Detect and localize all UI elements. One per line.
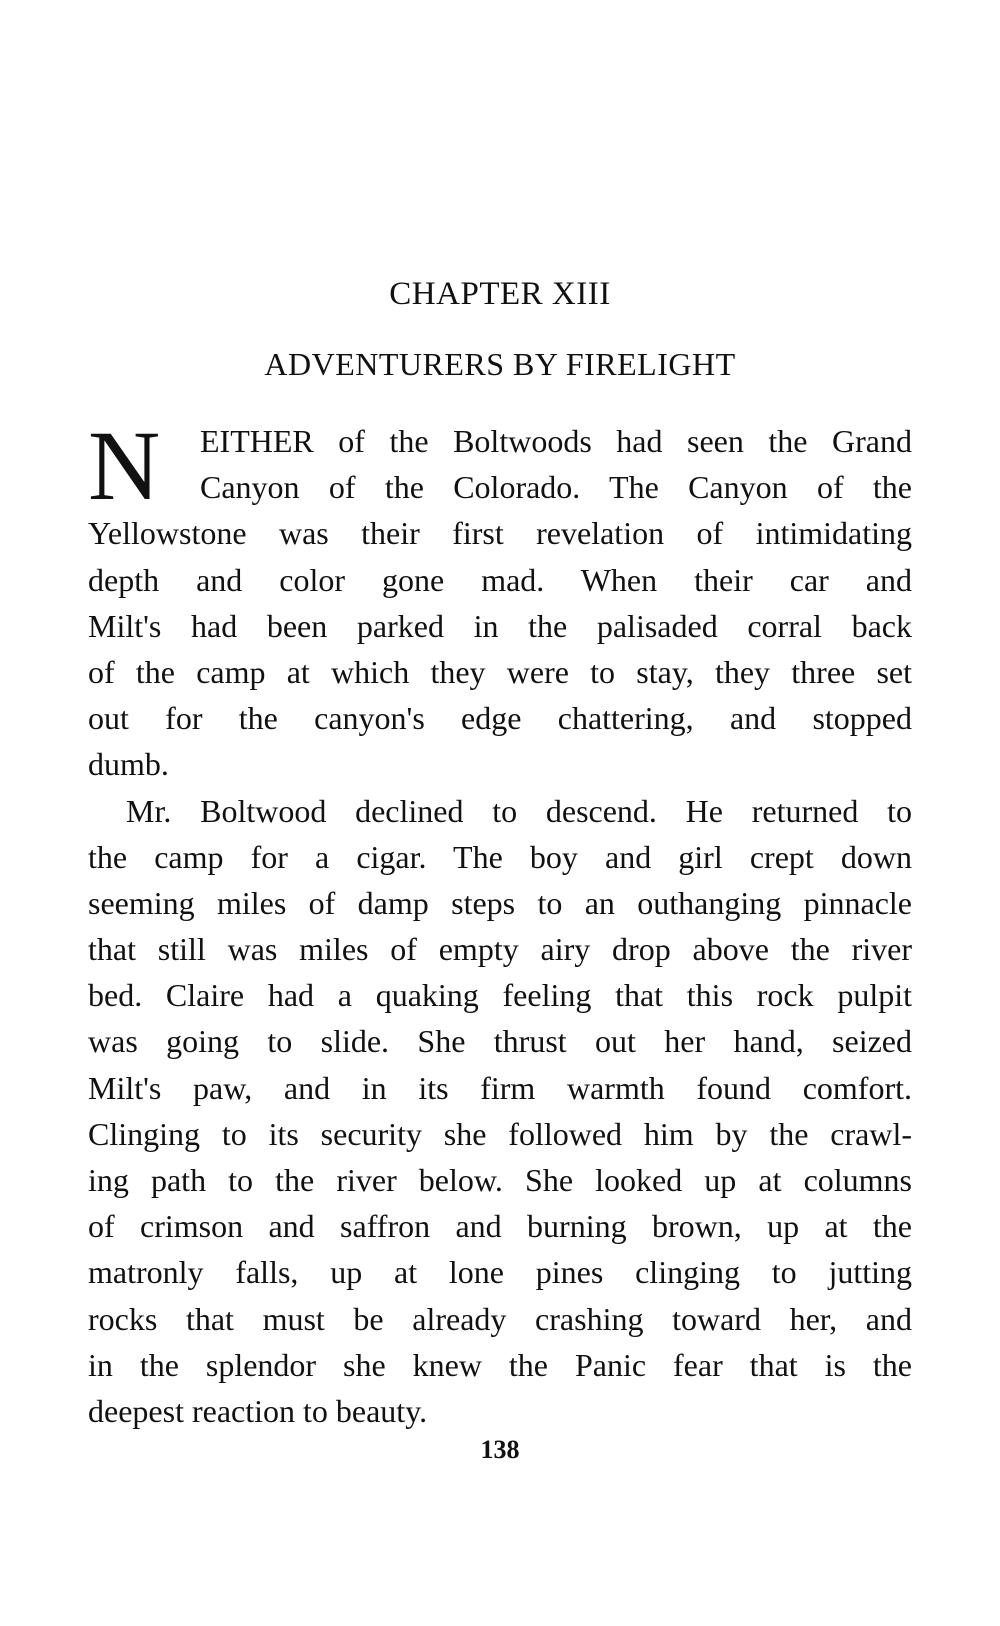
text-line: matronly falls, up at lone pines clinging to jutting (88, 1254, 912, 1291)
chapter-number: CHAPTER XIII (389, 276, 611, 312)
drop-cap: N (88, 410, 161, 521)
text-line: bed. Claire had a quaking feeling that this rock pulpit (88, 977, 912, 1014)
text-line: dumb. (88, 746, 169, 783)
text-line: in the splendor she knew the Panic fear that is the (88, 1346, 912, 1383)
body-text (88, 410, 912, 1434)
text-line: the camp for a cigar. The boy and girl crept down (88, 838, 912, 875)
text-line: ing path to the river below. She looked up at columns (88, 1162, 912, 1198)
text-line: Clinging to its security she followed him by the crawl- (88, 1115, 912, 1152)
page-number: 138 (480, 1435, 520, 1464)
text-line: Milt's paw, and in its firm warmth found comfort. (88, 1069, 912, 1106)
text-line: Mr. Boltwood declined to descend. He returned to (126, 792, 912, 829)
text-line: rocks that must be already crashing toward her, and (88, 1300, 912, 1337)
text-line: was going to slide. She thrust out her hand, seized (88, 1023, 912, 1060)
text-line: Canyon of the Colorado. The Canyon of the (200, 469, 912, 506)
text-line: of the camp at which they were to stay, they three set (88, 653, 912, 690)
text-line: of crimson and saffron and burning brown, up at the (88, 1208, 912, 1245)
text-line: out for the canyon's edge chattering, and stopped (88, 700, 912, 737)
text-line: depth and color gone mad. When their car and (88, 561, 912, 598)
text-line: Yellowstone was their first revelation of intimidating (88, 515, 912, 552)
text-line: deepest reaction to beauty. (88, 1392, 428, 1429)
text-line: that still was miles of empty airy drop above the river (88, 931, 912, 968)
chapter-title: ADVENTURERS BY FIRELIGHT (264, 346, 736, 382)
text-line: EITHER of the Boltwoods had seen the Grand (200, 423, 912, 459)
text-line: seeming miles of damp steps to an outhanging pinnacle (88, 884, 912, 921)
text-line: Milt's had been parked in the palisaded corral back (88, 607, 912, 644)
